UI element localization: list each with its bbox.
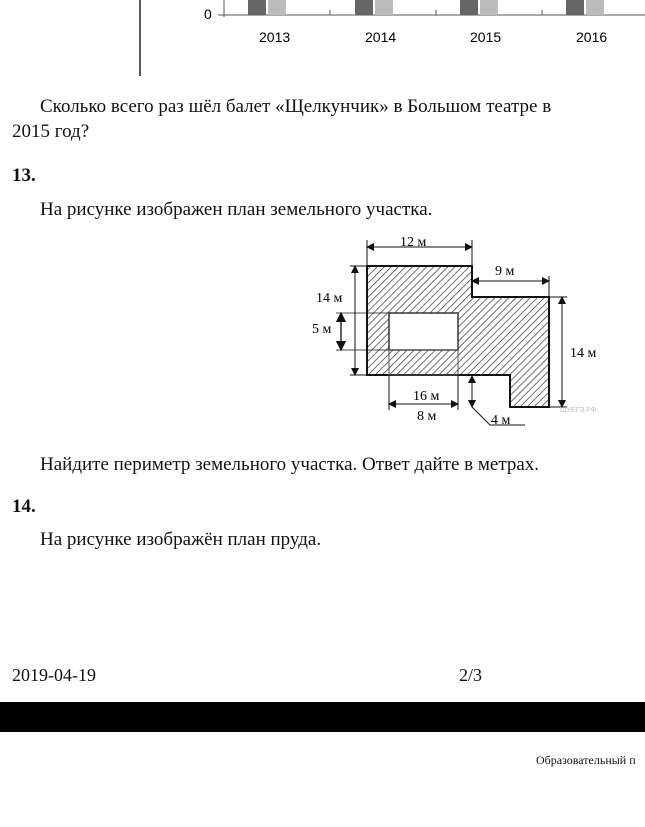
- page-separator: [0, 702, 645, 732]
- q12-text-line1: Сколько всего раз шёл балет «Щелкунчик» в Большом театре в: [40, 96, 552, 117]
- label-inner-width-2: 8 м: [417, 409, 437, 424]
- label-inner-height: 5 м: [312, 322, 332, 337]
- bar: [355, 0, 373, 15]
- bar: [248, 0, 266, 15]
- x-tick-label: 2013: [259, 29, 291, 45]
- bar: [268, 0, 286, 15]
- next-page-header: Образовательный п: [536, 753, 636, 767]
- bar: [460, 0, 478, 15]
- x-tick-label: 2014: [365, 29, 397, 45]
- x-tick-label: 2015: [470, 29, 502, 45]
- question-number-13: 13.: [12, 165, 36, 186]
- label-notch: 4 м: [491, 413, 511, 428]
- q13-text: На рисунке изображен план земельного участка.: [40, 199, 433, 220]
- label-left-height: 14 м: [316, 291, 343, 306]
- q14-text: На рисунке изображён план пруда.: [40, 529, 322, 550]
- x-tick-label: 2016: [576, 29, 608, 45]
- footer-date: 2019-04-19: [12, 665, 96, 685]
- q13-question: Найдите периметр земельного участка. Ответ дайте в метрах.: [40, 454, 540, 475]
- q12-text-line2: 2015 год?: [12, 121, 90, 142]
- label-top-width: 12 м: [400, 235, 427, 250]
- footer-page-number: 2/3: [459, 665, 483, 685]
- bar: [566, 0, 584, 15]
- land-plot-plan: [300, 228, 620, 438]
- bar-chart-fragment: [0, 0, 645, 80]
- bar: [586, 0, 604, 15]
- bar: [375, 0, 393, 15]
- label-right-height: 14 м: [570, 346, 597, 361]
- watermark: ШУЕГЭ.РФ: [560, 407, 597, 414]
- label-step-width: 9 м: [495, 264, 515, 279]
- y-tick-0: 0: [204, 6, 212, 22]
- bar: [480, 0, 498, 15]
- label-inner-width: 16 м: [413, 389, 440, 404]
- inner-building: [389, 313, 458, 350]
- question-number-14: 14.: [12, 496, 36, 517]
